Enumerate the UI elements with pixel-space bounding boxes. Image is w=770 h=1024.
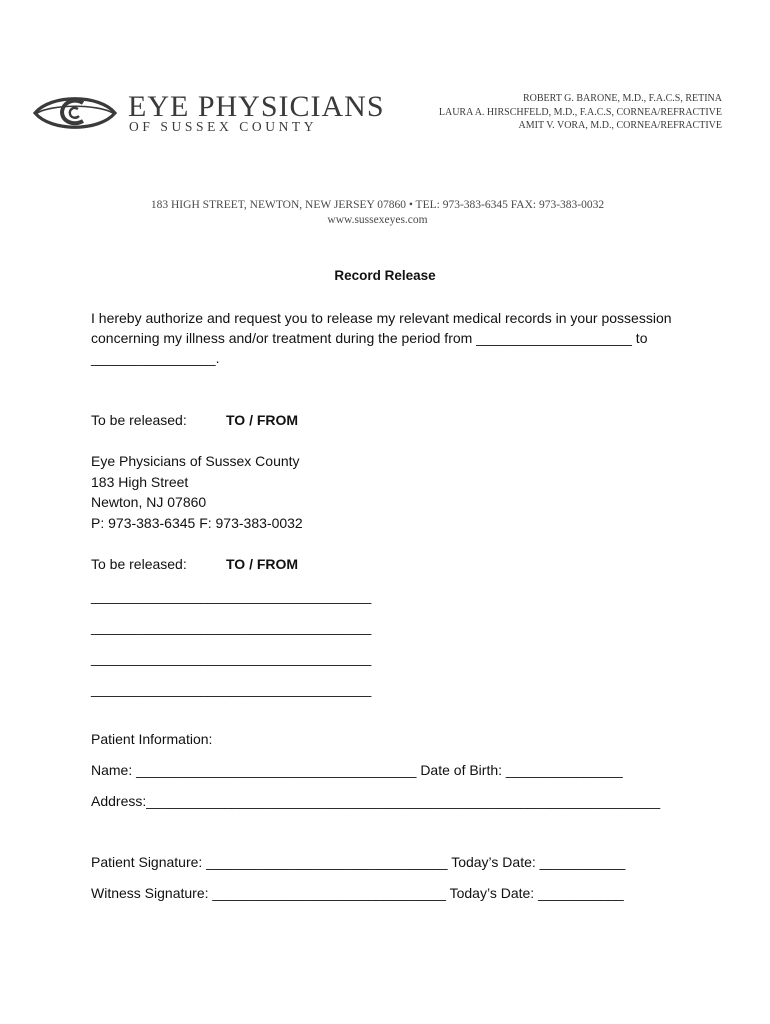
practice-logo-subtitle: OF SUSSEX COUNTY <box>129 119 318 134</box>
doctor-name: AMIT V. VORA, M.D., CORNEA/REFRACTIVE <box>518 120 722 131</box>
release-label: To be released: <box>91 412 187 428</box>
doctor-name: LAURA A. HIRSCHFELD, M.D., F.A.C.S, CORNEA/REFRACTIVE <box>438 106 722 118</box>
recipient-blank-line[interactable]: ____________________________________ <box>91 619 372 635</box>
practice-website: www.sussexeyes.com <box>327 214 428 226</box>
patient-info-heading: Patient Information: <box>91 731 213 747</box>
doctor-name: ROBERT G. BARONE, M.D., F.A.C.S, RETINA <box>523 93 722 104</box>
practice-address-line: 183 HIGH STREET, NEWTON, NEW JERSEY 07860 • TEL: 973-383-6345 FAX: 973-383-0032 <box>150 199 605 211</box>
recipient-blank-line[interactable]: ____________________________________ <box>91 588 372 604</box>
patient-address-field[interactable]: Address:__________________________________________________________________ <box>91 793 661 809</box>
document-title: Record Release <box>334 268 436 283</box>
authorization-period-line[interactable]: concerning my illness and/or treatment during the period from ____________________ to <box>91 330 648 346</box>
release-direction: TO / FROM <box>226 412 299 428</box>
practice-logo-title: EYE PHYSICIANS <box>128 90 385 123</box>
eye-logo-icon <box>33 88 117 138</box>
release-label: To be released: <box>91 556 187 572</box>
release-direction: TO / FROM <box>226 556 299 572</box>
practice-phone-fax: P: 973-383-6345 F: 973-383-0032 <box>91 515 303 531</box>
doctor-list <box>439 92 722 133</box>
witness-signature-field[interactable]: Witness Signature: ______________________________ Today’s Date: ___________ <box>91 885 624 901</box>
practice-name: Eye Physicians of Sussex County <box>91 453 300 469</box>
practice-street: 183 High Street <box>91 474 189 490</box>
recipient-blank-line[interactable]: ____________________________________ <box>91 650 372 666</box>
authorization-text-line: I hereby authorize and request you to release my relevant medical records in your possession <box>91 310 672 326</box>
practice-city: Newton, NJ 07860 <box>91 494 207 510</box>
recipient-blank-line[interactable]: ____________________________________ <box>91 681 372 697</box>
patient-name-dob-field[interactable]: Name: ____________________________________ Date of Birth: _______________ <box>91 762 623 778</box>
authorization-period-end-line[interactable]: ________________. <box>91 350 220 366</box>
patient-signature-field[interactable]: Patient Signature: _______________________________ Today’s Date: ___________ <box>91 854 626 870</box>
